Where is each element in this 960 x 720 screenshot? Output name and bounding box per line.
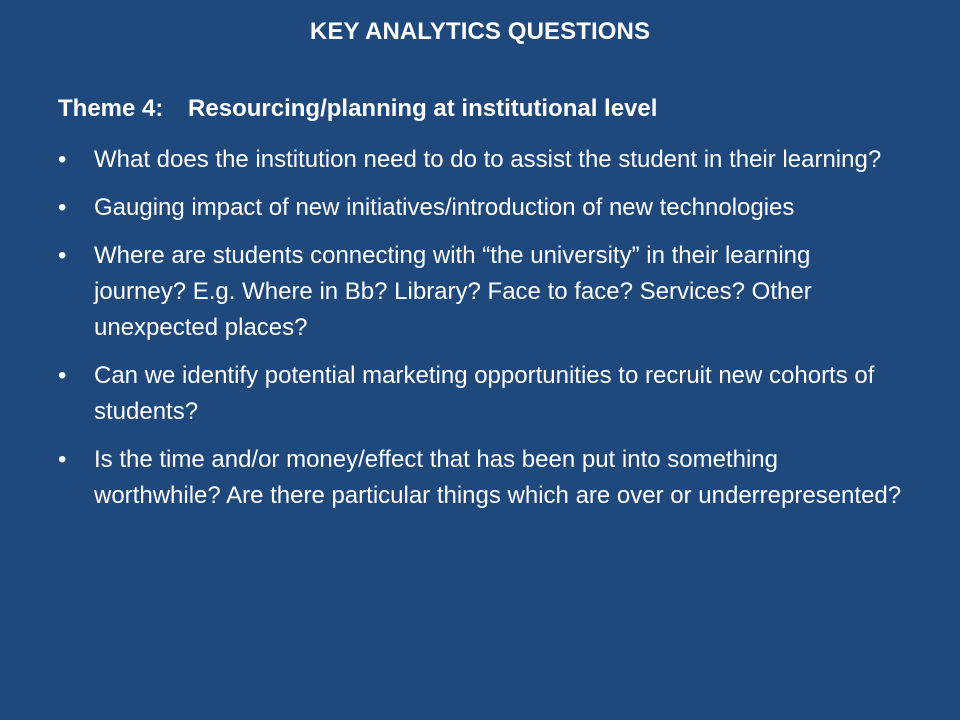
slide-title: KEY ANALYTICS QUESTIONS <box>309 18 651 45</box>
list-item <box>58 358 903 430</box>
theme-text: Resourcing/planning at institutional level <box>188 95 658 122</box>
list-item <box>58 142 903 178</box>
question-list <box>58 142 903 526</box>
list-item <box>58 238 903 346</box>
list-item <box>58 442 903 514</box>
list-item-text: Can we identify potential marketing opportunities to recruit new cohorts of students? <box>94 362 875 425</box>
list-item-text: What does the institution need to do to assist the student in their learning? <box>94 146 882 173</box>
bullet-icon: • <box>58 446 67 473</box>
theme-label: Theme 4: <box>58 95 164 122</box>
list-item <box>58 190 903 226</box>
theme-heading <box>58 94 657 124</box>
bullet-icon: • <box>58 194 67 221</box>
bullet-icon: • <box>58 146 67 173</box>
list-item-text: Gauging impact of new initiatives/introduction of new technologies <box>94 194 795 221</box>
bullet-icon: • <box>58 362 67 389</box>
bullet-icon: • <box>58 242 67 269</box>
list-item-text: Is the time and/or money/effect that has been put into something worthwhile? Are there particular things which are over or underrepresented? <box>94 446 902 509</box>
list-item-text: Where are students connecting with “the university” in their learning journey? E.g. Where in Bb? Library? Face to face? Services? Other unexpected places? <box>94 242 812 341</box>
